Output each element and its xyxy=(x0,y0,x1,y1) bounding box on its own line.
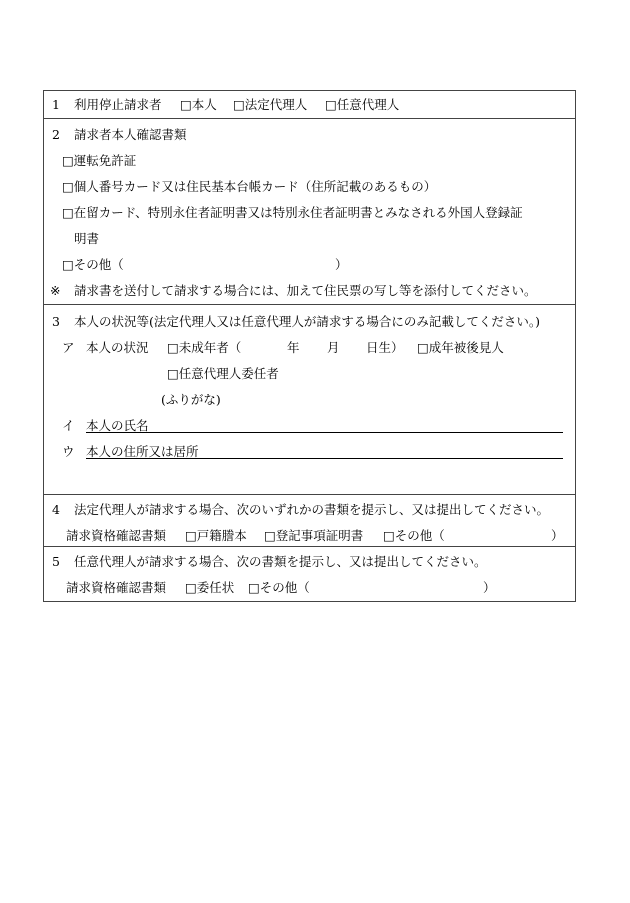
checkbox-section-4-other[interactable]: □その他（ xyxy=(383,528,445,543)
checkbox-other-document[interactable]: □その他（ xyxy=(62,257,124,272)
checkbox-family-register[interactable]: □戸籍謄本 xyxy=(185,528,247,543)
furigana-label: (ふりがな) xyxy=(161,392,221,407)
checkbox-self[interactable]: □本人 xyxy=(180,97,217,112)
birth-day-label: 日生） xyxy=(366,340,404,355)
item-a-mark: ア xyxy=(62,340,75,355)
section-1-requester xyxy=(44,91,575,118)
checkbox-minor[interactable]: □未成年者（ xyxy=(167,340,242,355)
section-4-number: 4 xyxy=(52,502,60,517)
note-mark: ※ xyxy=(50,283,61,298)
section-4-title: 法定代理人が請求する場合、次のいずれかの書類を提示し、又は提出してください。 xyxy=(74,502,550,517)
section-1-title: 利用停止請求者 xyxy=(74,97,162,112)
checkbox-drivers-license[interactable]: □運転免許証 xyxy=(62,153,137,168)
section-1-number: 1 xyxy=(52,97,60,112)
residence-card-continuation: 明書 xyxy=(74,231,100,246)
mail-request-note: 請求書を送付して請求する場合には、加えて住民票の写し等を添付してください。 xyxy=(74,283,537,298)
person-status-label: 本人の状況 xyxy=(86,340,149,355)
checkbox-power-of-attorney[interactable]: □委任状 xyxy=(185,580,235,595)
checkbox-registry-certificate[interactable]: □登記事項証明書 xyxy=(264,528,364,543)
section-5-number: 5 xyxy=(52,554,60,569)
section-2-title: 請求者本人確認書類 xyxy=(74,127,187,142)
section-4-legal-agent-documents xyxy=(44,494,575,546)
checkbox-residence-card[interactable]: □在留カード、特別永住者証明書又は特別永住者証明書とみなされる外国人登録証 xyxy=(62,205,523,220)
section-3-person-status xyxy=(44,304,575,494)
person-name-field[interactable] xyxy=(86,432,563,433)
section-3-number: 3 xyxy=(52,314,60,329)
section-2-number: 2 xyxy=(52,127,60,142)
section-5-title: 任意代理人が請求する場合、次の書類を提示し、又は提出してください。 xyxy=(74,554,487,569)
section-4-other-close: ） xyxy=(551,528,564,543)
section-5-doc-label: 請求資格確認書類 xyxy=(66,580,167,595)
checkbox-legal-agent[interactable]: □法定代理人 xyxy=(233,97,308,112)
person-name-label: 本人の氏名 xyxy=(86,418,149,433)
section-3-title: 本人の状況等(法定代理人又は任意代理人が請求する場合にのみ記載してください。) xyxy=(74,314,541,329)
usage-suspension-request-form xyxy=(43,90,576,602)
birth-year-label: 年 xyxy=(287,340,300,355)
checkbox-section-5-other[interactable]: □その他（ xyxy=(248,580,310,595)
other-document-close: ） xyxy=(335,257,348,272)
section-5-voluntary-agent-documents xyxy=(44,546,575,601)
checkbox-adult-ward[interactable]: □成年被後見人 xyxy=(417,340,504,355)
section-5-other-close: ） xyxy=(483,580,496,595)
person-address-field[interactable] xyxy=(86,458,563,459)
section-4-doc-label: 請求資格確認書類 xyxy=(66,528,167,543)
section-2-identity-documents xyxy=(44,118,575,304)
checkbox-voluntary-agent[interactable]: □任意代理人 xyxy=(325,97,400,112)
item-i-mark: イ xyxy=(62,418,75,433)
person-address-label: 本人の住所又は居所 xyxy=(86,444,199,459)
birth-month-label: 月 xyxy=(327,340,340,355)
item-u-mark: ウ xyxy=(62,444,75,459)
checkbox-my-number-card[interactable]: □個人番号カード又は住民基本台帳カード（住所記載のあるもの） xyxy=(62,179,437,194)
checkbox-voluntary-principal[interactable]: □任意代理人委任者 xyxy=(167,366,279,381)
